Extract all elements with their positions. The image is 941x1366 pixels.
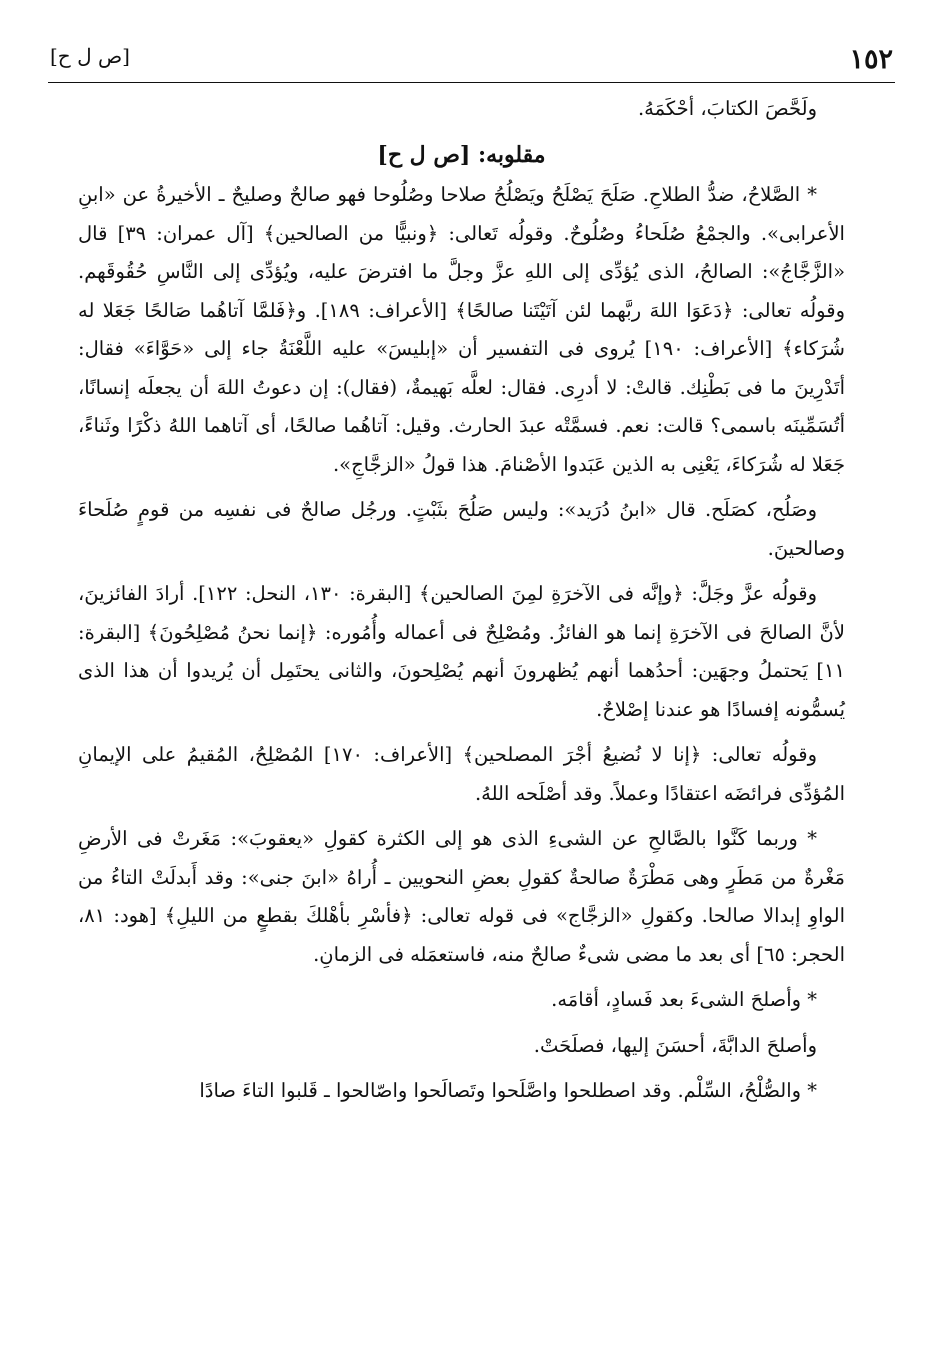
page-body	[78, 90, 845, 1118]
paragraph-salah-definition: * الصَّلاحُ، ضدُّ الطلاحِ. صَلَحَ يَصْلَحُ ويَصْلُحُ صلاحا وصُلُوحا فهو صالحٌ وصليحٌ ـ الأخيرةُ عن «ابنِ الأعرابى». والجمْعُ صُلَحاءُ وصُلُوحٌ. وقولُه تَعالى: ﴿ونبيًّا من الصالحين﴾ [آل عمران: ٣٩] قال «الزَّجَّاجُ»: الصالحُ، الذى يُؤدِّى إلى اللهِ عزَّ وجلَّ ما افترضَ عليه، ويُؤدِّى إلى النَّاسِ حُقُوقَهم. وقولُه تعالى: ﴿دَعَوَا اللهَ ربَّهما لئن آتَيْتَنا صالحًا﴾ [الأعراف: ١٨٩]. و﴿فَلمَّا آتاهُما صَالحًا جَعَلا له شُرَكاء﴾ [الأعراف: ١٩٠] يُروى فى التفسير أن «إبليسَ» عليه اللَّعْنَةُ جاء إلى «حَوَّاءَ» فقال: أتَدْرِينَ ما فى بَطْنِك. قالتْ: لا أدرِى. فقال: لعلَّه بَهيمةٌ، (فقال): إن دعوتُ اللهَ أن يجعلَه إنسانًا، أتُسَمِّينَه باسمى؟ قالت: نعم. فسمَّتْه عبدَ الحارث. وقيل: آتاهُما صالحًا، أى آتاهما اللهُ ذكْرًا وثَناءً، جَعَلا له شُرَكاءَ، يَعْنِى به الذين عَبَدوا الأصْنامَ. هذا قولُ «الزجَّاجِ».	[78, 183, 846, 476]
paragraph-fa-izin: وقولُه عزَّ وجَلَّ: ﴿وإنَّه فى الآخرَةِ لمِنَ الصالحين﴾ [البقرة: ١٣٠، النحل: ١٢٢]. أرادَ الفائزينَ، لأنَّ الصالحَ فى الآخرَةِ إنما هو الفائزُ. ومُصْلِحٌ فى أعماله وأُمُوره: ﴿إنما نحنُ مُصْلِحُونَ﴾ [البقرة: ١١] يَحتملُ وجهَين: أحدُهما أنهم يُظهرونَ أنهم يُصْلِحونَ، والثانى يحتَمِل أن يُريدوا أن هذا الذى يُسمُّونه إفسادًا هو عندنا إصْلاحٌ.	[78, 582, 845, 721]
paragraph-aslaha-shay: * وأصلحَ الشىءَ بعد فَسادٍ، أقامَه.	[551, 988, 817, 1011]
section-title: مقلوبه: [ص ل ح]	[377, 141, 546, 168]
paragraph-sulh: * والصُّلْحُ، السِّلْم. وقد اصطلحوا واصَّلَحوا وتَصالَحوا واصّالحوا ـ قَلبوا التاءَ صادًا	[199, 1079, 817, 1102]
page-header	[48, 40, 895, 83]
paragraph-lahhasa: ولَحَّصَ الكتابَ، أحْكَمَهُ.	[637, 97, 817, 120]
running-head: [ص ل ح]	[50, 44, 130, 68]
paragraph-kathra: * وربما كَنَّوا بالصَّالحِ عن الشىءِ الذى هو إلى الكثرة كقولِ «يعقوبَ»: مَغَرتْ فى الأرضِ مَغْرةٌ من مَطَرٍ وهى مَطْرَةٌ صالحةٌ كقولِ بعضِ النحويين ـ أُراهُ «ابنَ جنى»: وقد أَبدلَتْ التاءُ من الواوِ إبدالا صالحا. وكقولِ «الزجَّاج» فى قوله تعالى: ﴿فأسْرِ بأهْلكَ بقطعٍ من الليلِ﴾ [هود: ٨١، الحجر: ٦٥] أى بعد ما مضى شىءٌ صالحٌ منه، فاستعمَله فى الزمانِ.	[78, 827, 845, 966]
page-number: ١٥٢	[849, 44, 893, 75]
paragraph-saluha: وصَلُح، كصَلَح. قال «ابنُ دُرَيد»: وليس صَلُحَ بثَبْتٍ. ورجُل صالحٌ فى نفسِه من قومٍ صُلَحاءَ وصالحينَ.	[78, 498, 845, 560]
paragraph-muslihin: وقولُه تعالى: ﴿إنا لا نُضيعُ أجْرَ المصلحين﴾ [الأعراف: ١٧٠] المُصْلِحُ، المُقيمُ على الإيمانِ المُؤدِّى فرائضَه اعتقادًا وعملاً. وقد أصْلَحه اللهُ.	[78, 743, 845, 805]
paragraph-aslaha-dabba: وأصلحَ الدابَّةَ، أحسَنَ إليها، فصلَحَتْ.	[533, 1033, 817, 1057]
